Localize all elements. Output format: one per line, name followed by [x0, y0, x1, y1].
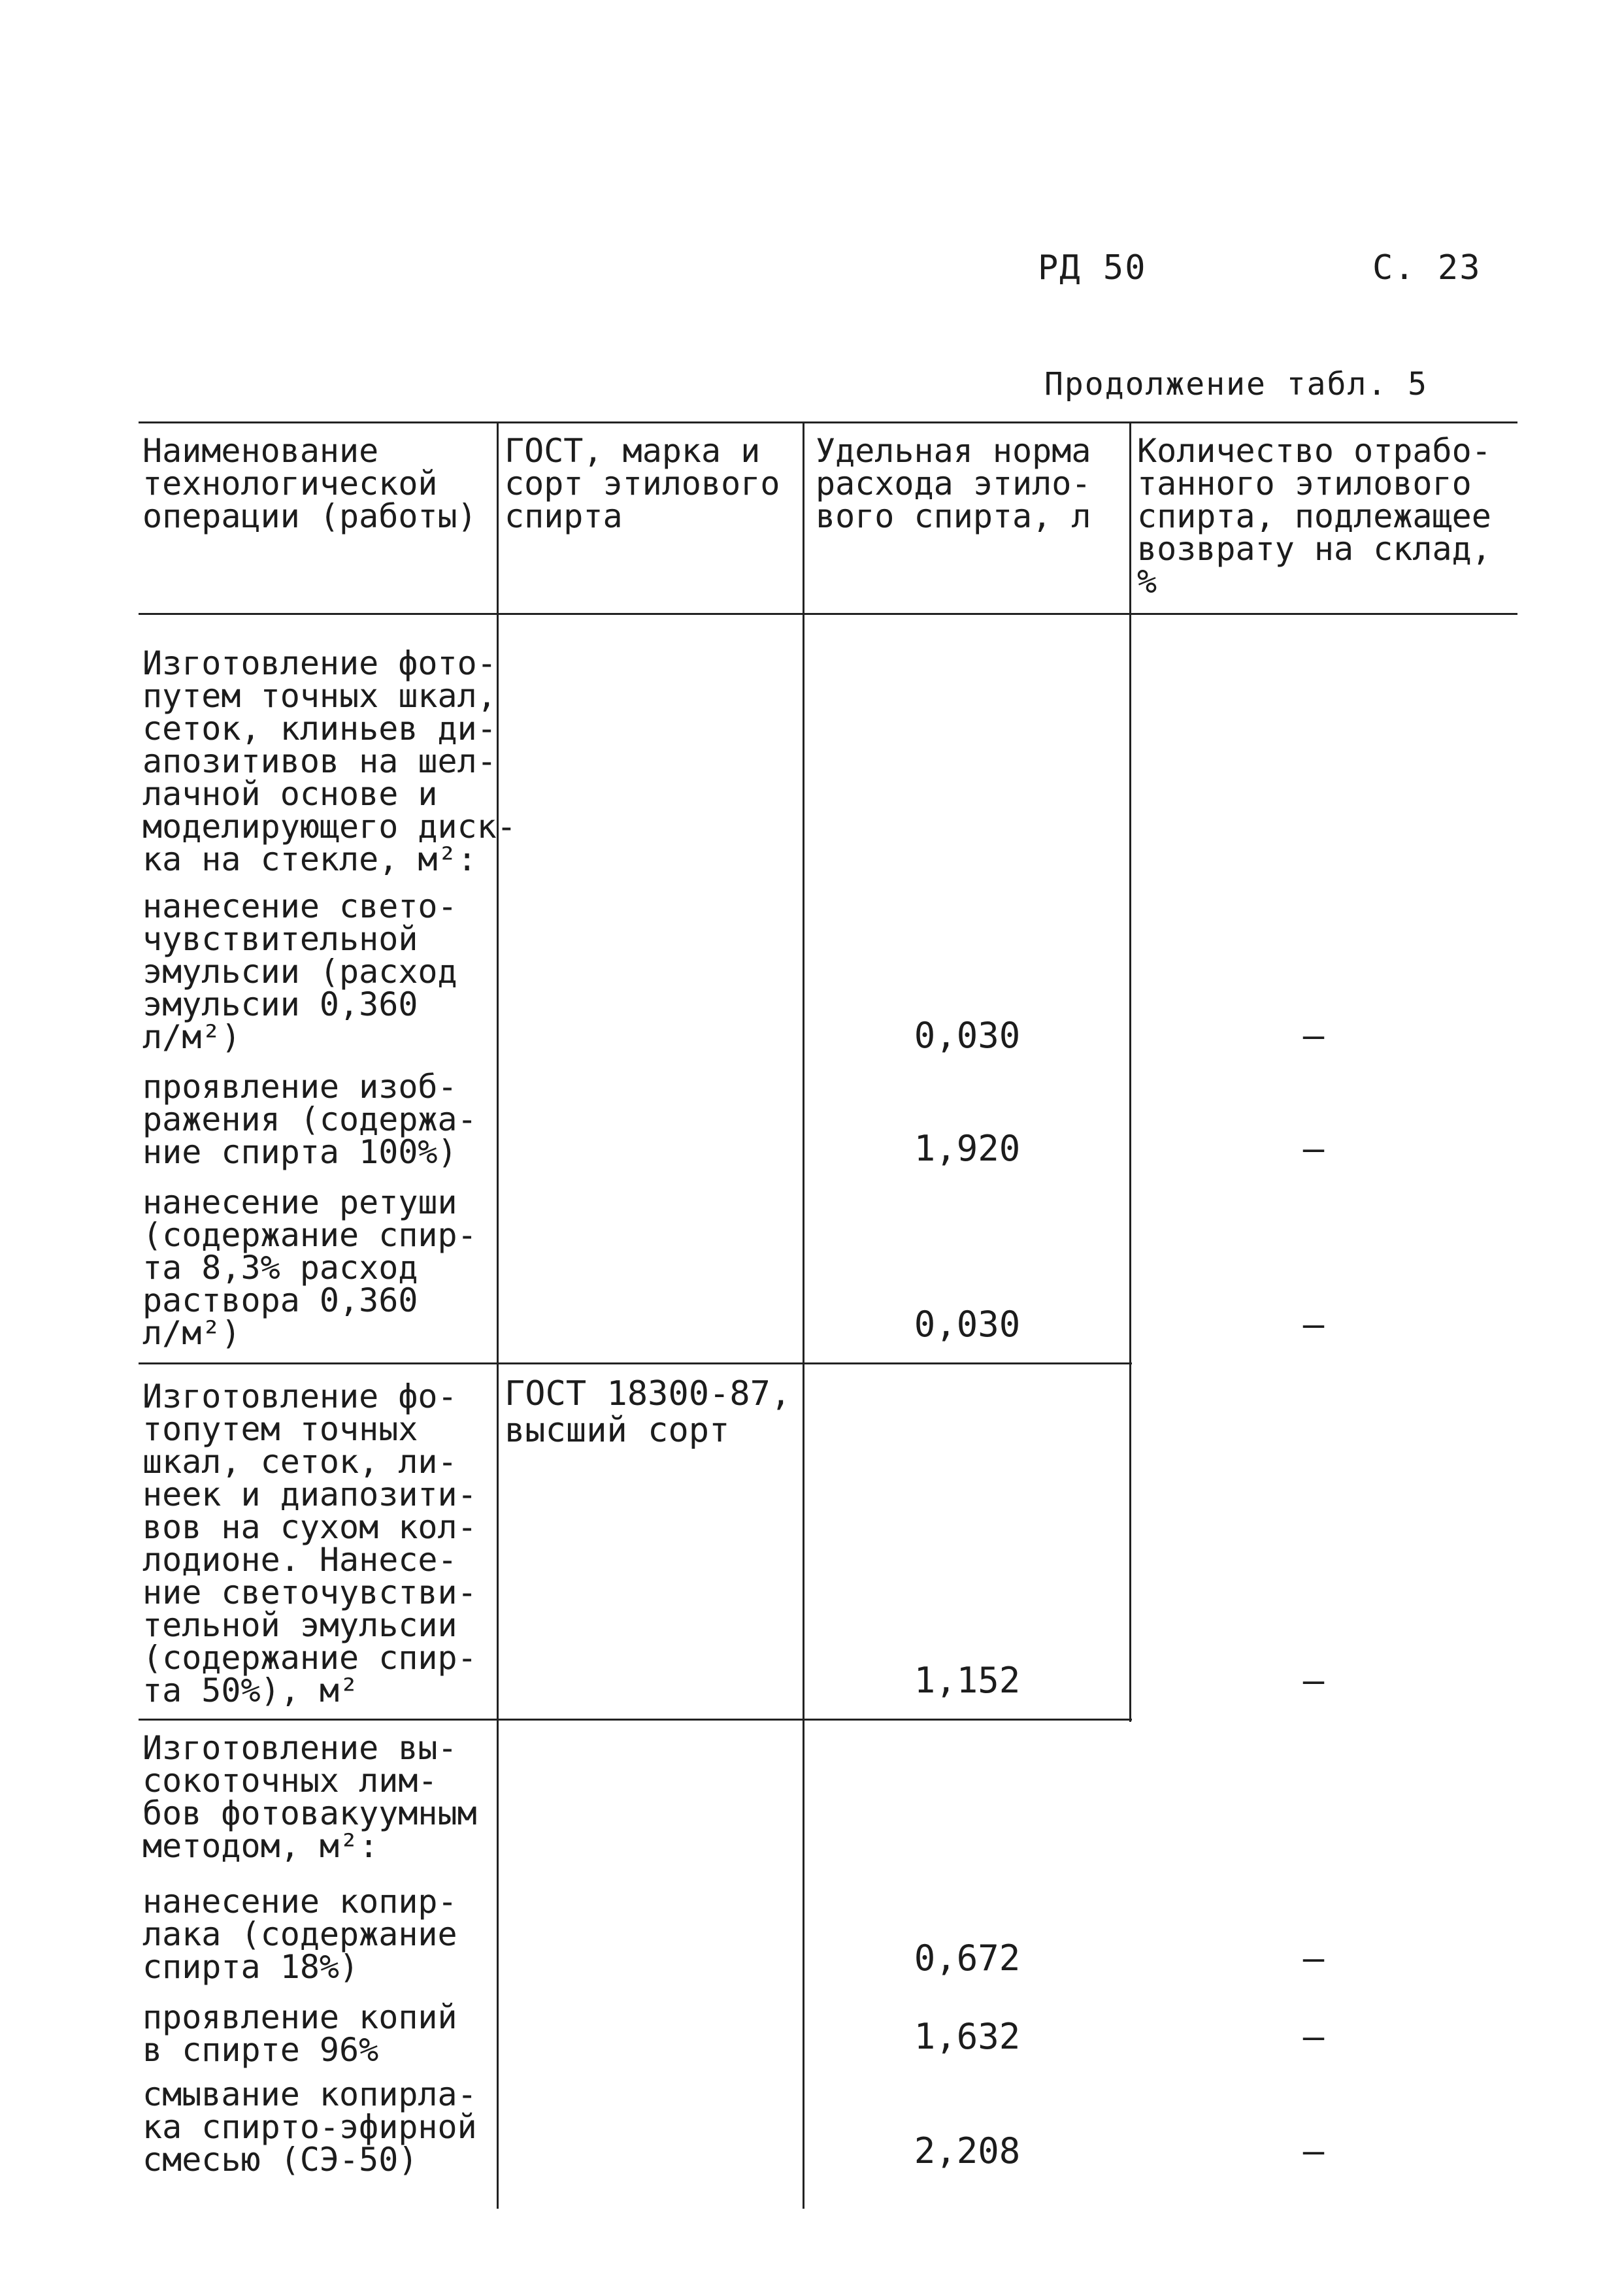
col-header-operation: Наименование технологической операции (работы) — [142, 432, 477, 535]
row-norm-8: 1,632 — [914, 2016, 1021, 2057]
col-header-norm: Удельная норма расхода этило- вого спирта, л — [816, 432, 1091, 535]
row-return-3: — — [1302, 1128, 1325, 1169]
row-op-7: нанесение копир- лака (содержание спирта 18%) — [142, 1883, 457, 1986]
row-op-1: Изготовление фото- путем точных шкал, сеток, клиньев ди- апозитивов на шел- лачной основе и моделирующего диск- ка на стекле, м²: — [142, 644, 516, 878]
row-return-7: — — [1302, 1938, 1325, 1979]
row-return-2: — — [1302, 1015, 1325, 1056]
row-norm-4: 0,030 — [914, 1304, 1021, 1345]
row-op-6: Изготовление вы- сокоточных лим- бов фотовакуумным методом, м²: — [142, 1729, 477, 1865]
row-op-2: нанесение свето- чувствительной эмульсии (расход эмульсии 0,360 л/м²) — [142, 887, 457, 1056]
row-norm-5: 1,152 — [914, 1660, 1021, 1701]
row-norm-9: 2,208 — [914, 2130, 1021, 2171]
gost-grade: ГОСТ 18300-87, высший сорт — [505, 1374, 791, 1450]
row-return-8: — — [1302, 2016, 1325, 2057]
table-continuation: Продолжение табл. 5 — [1044, 366, 1429, 403]
col-divider-2 — [803, 421, 804, 2209]
row-op-4: нанесение ретуши (содержание спир- та 8,3% расход раствора 0,360 л/м²) — [142, 1183, 477, 1352]
col-divider-3 — [1129, 421, 1131, 1722]
row-op-8: проявление копий в спирте 96% — [142, 1998, 457, 2069]
row-op-3: проявление изоб- ражения (содержа- ние спирта 100%) — [142, 1068, 477, 1171]
header-bottom-rule — [139, 613, 1517, 615]
row-norm-3: 1,920 — [914, 1128, 1021, 1169]
doc-code: РД 50 — [1038, 248, 1147, 288]
row-rule-2 — [139, 1719, 1132, 1721]
row-return-5: — — [1302, 1660, 1325, 1701]
row-norm-7: 0,672 — [914, 1938, 1021, 1979]
row-op-5: Изготовление фо- топутем точных шкал, сеток, ли- неек и диапозити- вов на сухом кол- лодионе. Нанесе- ние светочувстви- тельной эмульсии (содержание спир- та 50%), м² — [142, 1377, 477, 1709]
row-norm-2: 0,030 — [914, 1015, 1021, 1056]
table-top-rule — [139, 421, 1517, 423]
col-header-gost: ГОСТ, марка и сорт этилового спирта — [505, 432, 780, 535]
col-header-return: Количество отрабо- танного этилового спирта, подлежащее возврату на склад, % — [1137, 432, 1491, 601]
row-return-4: — — [1302, 1304, 1325, 1345]
row-return-9: — — [1302, 2130, 1325, 2171]
row-rule-1 — [139, 1362, 1132, 1364]
row-op-9: смывание копирла- ка спирто-эфирной смесью (СЭ-50) — [142, 2075, 477, 2179]
page-number: С. 23 — [1372, 248, 1482, 288]
